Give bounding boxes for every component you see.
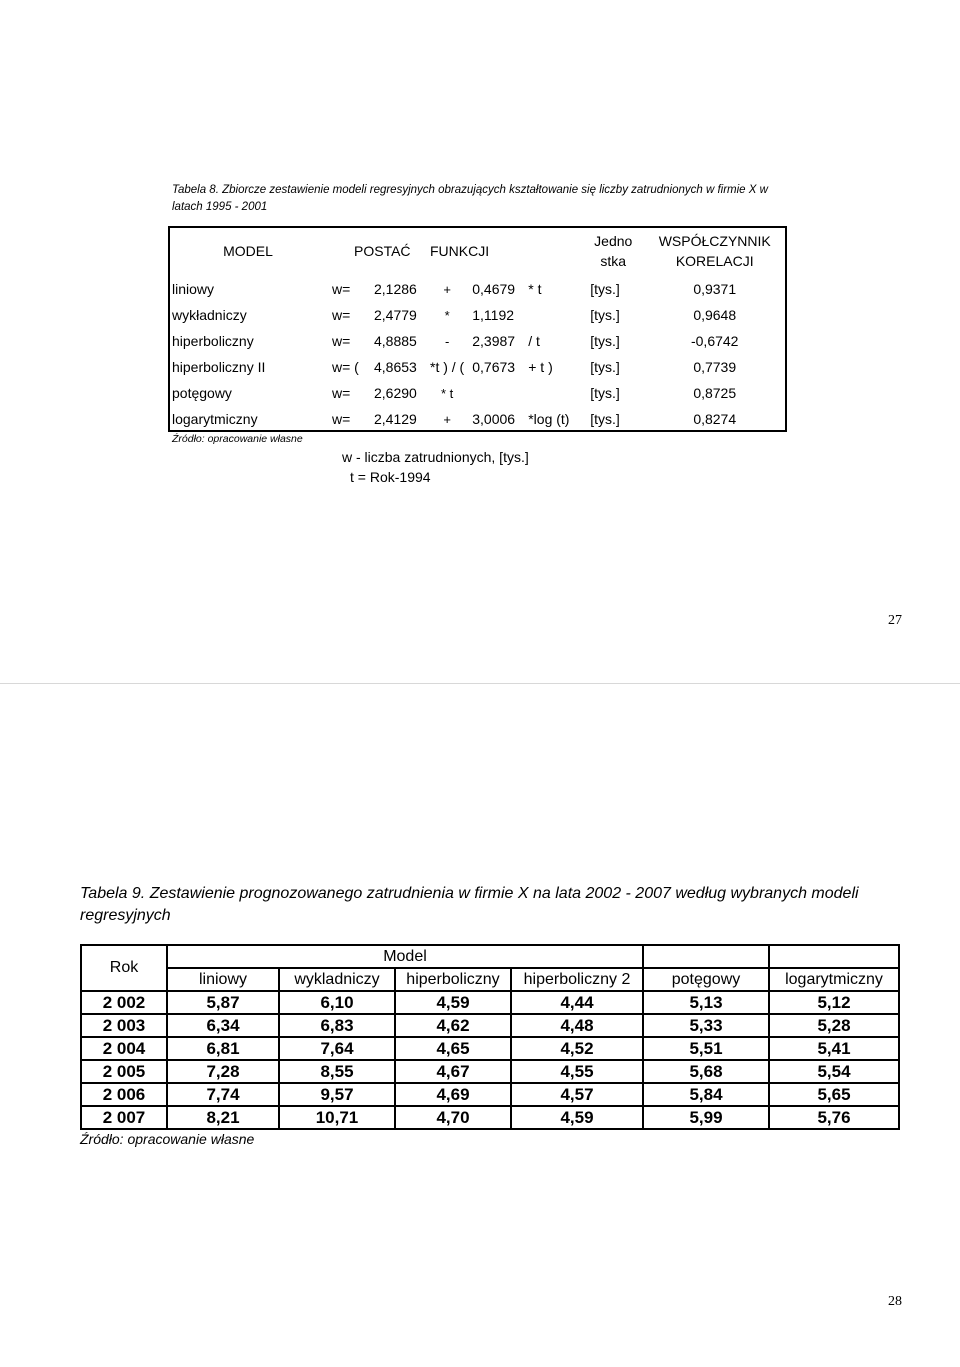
forecast-value: 9,57 — [279, 1083, 395, 1106]
table-9-caption: Tabela 9. Zestawienie prognozowanego zatrudnienia w firmie X na lata 2002 - 2007 według wybranych modeli regresyjnych — [80, 885, 859, 924]
formula-tail: *log (t) — [528, 411, 570, 427]
forecast-value: 5,51 — [643, 1037, 769, 1060]
forecast-value: 5,65 — [769, 1083, 899, 1106]
forecast-value: 6,34 — [167, 1014, 279, 1037]
legend-t: t = Rok-1994 — [350, 469, 431, 485]
forecast-value: 4,62 — [395, 1014, 511, 1037]
table-9-source: Źródło: opracowanie własne — [80, 1131, 255, 1147]
forecast-value: 5,99 — [643, 1106, 769, 1129]
model-name: wykładniczy — [172, 307, 247, 323]
header-wspolczynnik: WSPÓŁCZYNNIK KORELACJI — [658, 233, 771, 269]
formula-tail: / t — [528, 333, 540, 349]
table-8-row — [168, 406, 789, 432]
correlation: 0,9648 — [693, 307, 737, 323]
table-8-row — [168, 328, 789, 354]
table-8-row — [168, 380, 789, 406]
operator: - — [444, 333, 450, 349]
model-name: logarytmiczny — [172, 411, 258, 427]
model-name: potęgowy — [172, 385, 232, 401]
page-27 — [0, 0, 960, 683]
table-8-row — [168, 354, 789, 380]
coef-b: 2,3987 — [472, 333, 516, 349]
forecast-value: 4,57 — [511, 1083, 643, 1106]
table-9-header-row-1 — [81, 945, 899, 968]
forecast-value: 7,28 — [167, 1060, 279, 1083]
formula-w: w= — [332, 281, 351, 297]
coef-a: 2,4779 — [374, 307, 417, 323]
correlation: -0,6742 — [690, 333, 739, 349]
header-jednostka: Jedno stka — [594, 233, 633, 269]
year-cell: 2 006 — [81, 1083, 167, 1106]
unit: [tys.] — [590, 411, 620, 427]
forecast-value: 8,55 — [279, 1060, 395, 1083]
header-rok: Rok — [81, 945, 167, 991]
legend-w: w - liczba zatrudnionych, [tys.] — [342, 449, 529, 465]
correlation: 0,8274 — [693, 411, 737, 427]
column-header: potęgowy — [643, 968, 769, 991]
model-name: hiperboliczny II — [172, 359, 266, 375]
forecast-value: 4,44 — [511, 991, 643, 1014]
operator: + — [443, 281, 451, 297]
forecast-value: 5,33 — [643, 1014, 769, 1037]
forecast-value: 7,64 — [279, 1037, 395, 1060]
table-9-header-row-2 — [81, 968, 899, 991]
table-9-row — [81, 1106, 899, 1129]
table-9-row — [81, 1037, 899, 1060]
formula-w: w= — [332, 385, 351, 401]
header-empty-2 — [769, 945, 899, 968]
formula-tail: * t — [528, 281, 542, 297]
column-header: hiperboliczny — [395, 968, 511, 991]
correlation: 0,7739 — [693, 359, 737, 375]
forecast-value: 4,55 — [511, 1060, 643, 1083]
formula-w: w= — [332, 307, 351, 323]
table-9-row — [81, 1060, 899, 1083]
column-header: hiperboliczny 2 — [511, 968, 643, 991]
forecast-value: 4,59 — [395, 991, 511, 1014]
coef-a: 4,8885 — [374, 333, 417, 349]
coef-a: 2,1286 — [374, 281, 417, 297]
page-number-27: 27 — [888, 613, 902, 628]
forecast-value: 5,41 — [769, 1037, 899, 1060]
unit: [tys.] — [590, 281, 620, 297]
coef-a: 4,8653 — [374, 359, 417, 375]
table-9 — [80, 944, 900, 1130]
coef-a: 2,6290 — [374, 385, 417, 401]
coef-b: 0,4679 — [472, 281, 516, 297]
page-number-28: 28 — [888, 1294, 902, 1309]
page-28 — [0, 684, 960, 1367]
forecast-value: 4,52 — [511, 1037, 643, 1060]
forecast-value: 6,81 — [167, 1037, 279, 1060]
formula-w: w= — [332, 333, 351, 349]
header-model: MODEL — [223, 243, 273, 259]
forecast-value: 4,59 — [511, 1106, 643, 1129]
column-header: logarytmiczny — [769, 968, 899, 991]
forecast-value: 4,67 — [395, 1060, 511, 1083]
forecast-value: 10,71 — [279, 1106, 395, 1129]
forecast-value: 4,65 — [395, 1037, 511, 1060]
column-header: liniowy — [167, 968, 279, 991]
unit: [tys.] — [590, 359, 620, 375]
table-8-source: Źródło: opracowanie własne — [172, 433, 303, 445]
table-9-row — [81, 1014, 899, 1037]
table-9-row — [81, 991, 899, 1014]
operator: * — [444, 307, 450, 323]
formula-tail: + t ) — [528, 359, 553, 375]
forecast-value: 8,21 — [167, 1106, 279, 1129]
formula-tail — [524, 302, 586, 328]
forecast-value: 5,13 — [643, 991, 769, 1014]
forecast-value: 6,10 — [279, 991, 395, 1014]
coef-b: 0,7673 — [472, 359, 516, 375]
operator: + — [443, 411, 451, 427]
forecast-value: 5,28 — [769, 1014, 899, 1037]
unit: [tys.] — [590, 307, 620, 323]
unit: [tys.] — [590, 333, 620, 349]
forecast-value: 4,70 — [395, 1106, 511, 1129]
correlation: 0,8725 — [693, 385, 737, 401]
coef-b — [468, 380, 524, 406]
table-8-legend — [342, 447, 529, 487]
table-8 — [168, 226, 789, 432]
year-cell: 2 003 — [81, 1014, 167, 1037]
table-8-header — [168, 226, 789, 276]
forecast-value: 6,83 — [279, 1014, 395, 1037]
correlation: 0,9371 — [693, 281, 737, 297]
formula-w: w= — [332, 411, 351, 427]
coef-b: 1,1192 — [472, 307, 515, 323]
operator: * t — [440, 385, 454, 401]
coef-b: 3,0006 — [472, 411, 516, 427]
unit: [tys.] — [590, 385, 620, 401]
forecast-value: 5,54 — [769, 1060, 899, 1083]
header-model-group: Model — [167, 945, 643, 968]
forecast-value: 5,12 — [769, 991, 899, 1014]
forecast-value: 5,68 — [643, 1060, 769, 1083]
table-9-row — [81, 1083, 899, 1106]
operator: *t ) / ( — [430, 359, 465, 375]
forecast-value: 7,74 — [167, 1083, 279, 1106]
model-name: liniowy — [172, 281, 215, 297]
formula-w: w= ( — [332, 359, 359, 375]
table-8-caption: Tabela 8. Zbiorcze zestawienie modeli regresyjnych obrazujących kształtowanie się liczby zatrudnionych w firmie X w latach 1995 - 2001 — [172, 184, 768, 213]
column-header: wykladniczy — [279, 968, 395, 991]
model-name: hiperboliczny — [172, 333, 254, 349]
table-8-row — [168, 302, 789, 328]
year-cell: 2 002 — [81, 991, 167, 1014]
coef-a: 2,4129 — [374, 411, 417, 427]
header-empty-1 — [643, 945, 769, 968]
year-cell: 2 007 — [81, 1106, 167, 1129]
forecast-value: 5,87 — [167, 991, 279, 1014]
table-8-row — [168, 276, 789, 302]
forecast-value: 4,48 — [511, 1014, 643, 1037]
forecast-value: 5,76 — [769, 1106, 899, 1129]
header-postac-funkcji: POSTAĆ FUNKCJI — [354, 243, 490, 259]
forecast-value: 4,69 — [395, 1083, 511, 1106]
year-cell: 2 004 — [81, 1037, 167, 1060]
forecast-value: 5,84 — [643, 1083, 769, 1106]
year-cell: 2 005 — [81, 1060, 167, 1083]
formula-tail — [524, 380, 586, 406]
